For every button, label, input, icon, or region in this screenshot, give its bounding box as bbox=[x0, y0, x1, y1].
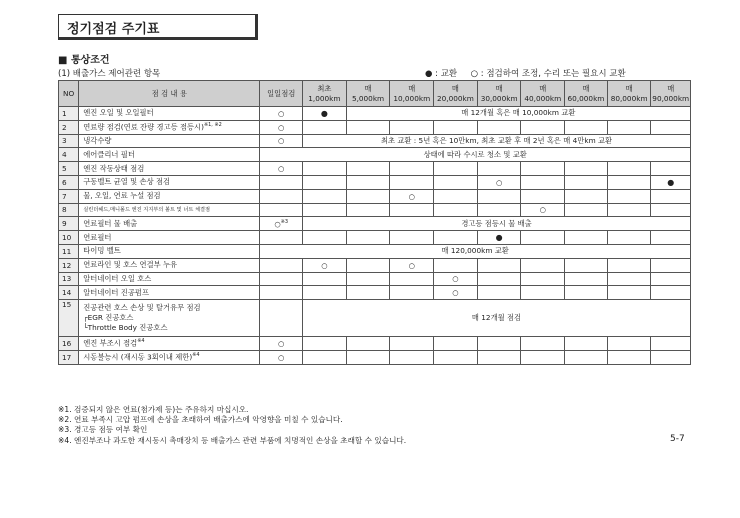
header-30000: 매 30,000km bbox=[477, 81, 521, 107]
maintenance-table bbox=[58, 80, 691, 365]
table-row: 3 냉각수량 ○ 최초 교환 : 5년 혹은 10만km, 최초 교환 후 매 2년 혹은 매 4만km 교환 bbox=[59, 134, 691, 148]
section-heading-text: 통상조건 bbox=[70, 55, 110, 66]
section-heading bbox=[58, 51, 110, 66]
footnote-4: ※4. 엔진부조나 과도한 재시동시 촉매장치 등 배출가스 관련 부품에 치명적인 손상을 초래할 수 있습니다. bbox=[58, 435, 407, 445]
page-number: 5-7 bbox=[670, 434, 685, 444]
header-40000: 매 40,000km bbox=[521, 81, 565, 107]
table-header-row bbox=[59, 81, 691, 107]
header-60000: 매 60,000km bbox=[565, 81, 608, 107]
table-row: 13 알터네이터 오일 호스 ○ bbox=[59, 272, 691, 286]
legend-inspect-text: : 점검하여 조정, 수리 또는 필요시 교환 bbox=[480, 69, 626, 79]
page-title-box bbox=[58, 14, 258, 40]
header-5000: 매 5,000km bbox=[346, 81, 390, 107]
header-90000: 매 90,000km bbox=[651, 81, 691, 107]
table-row: 7 물, 오일, 연료 누설 점검 ○ bbox=[59, 189, 691, 203]
table-row: 9 연료필터 물 배출 ○$^{※3}$ 경고등 점등시 물 배출 bbox=[59, 217, 691, 231]
page-title: 정기점검 주기표 bbox=[67, 22, 160, 37]
footnote-3: ※3. 경고등 점등 여부 확인 bbox=[58, 425, 148, 435]
footnote-1: ※1. 검증되지 않은 연료(첨가제 등)는 주유하지 마십시오. bbox=[58, 405, 249, 414]
header-10000: 매 10,000km bbox=[390, 81, 434, 107]
header-80000: 매 80,000km bbox=[607, 81, 651, 107]
footnote-2: ※2. 연료 부족시 고압 펌프에 손상을 초래하여 배출가스에 악영향을 미칠 수 있습니다. bbox=[58, 415, 343, 425]
table-row: 8 실린더헤드,매니폴드 엔진 지지부의 볼트 및 너트 체결점 ○ bbox=[59, 203, 691, 217]
table-row: 17 시동불능시 (재시동 3회이내 제한)$^{※4}$ ○ bbox=[59, 350, 691, 364]
header-daily: 일일점검 bbox=[260, 81, 303, 107]
table-row: 6 구동벨트 균열 및 손상 점검 ○ ● bbox=[59, 175, 691, 189]
table-row: 16 엔진 부조시 점검$^{※4}$ ○ bbox=[59, 337, 691, 351]
table-row: 14 알터네이터 진공펌프 ○ bbox=[59, 286, 691, 300]
header-no: NO bbox=[59, 81, 79, 107]
footnotes bbox=[58, 405, 406, 446]
table-row: 10 연료필터 ● bbox=[59, 231, 691, 245]
table-row: 4 에어클리너 필터 상태에 따라 수시로 청소 및 교환 bbox=[59, 148, 691, 162]
legend-inspect-icon: ○ bbox=[470, 69, 479, 79]
table-row: 15 진공관련 호스 손상 및 탈거유무 점검 ┌EGR 진공호스 └Throttle Body 진공호스 매 12개월 점검 bbox=[59, 300, 691, 337]
legend bbox=[425, 67, 626, 79]
table-row: 11 타이밍 벨트 매 120,000km 교환 bbox=[59, 244, 691, 258]
table-row: 12 연료라인 및 호스 연결부 누유 ○ ○ bbox=[59, 258, 691, 272]
table-row: 5 엔진 작동상태 점검 ○ bbox=[59, 162, 691, 176]
table-row: 1 엔진 오일 및 오일필터 ○ ● 매 12개월 혹은 매 10,000km 교환 bbox=[59, 107, 691, 121]
section-square-icon: ■ bbox=[58, 55, 68, 66]
header-first: 최초 1,000km bbox=[303, 81, 347, 107]
legend-replace-text: : 교환 bbox=[435, 69, 458, 79]
header-item: 점 검 내 용 bbox=[79, 81, 260, 107]
header-20000: 매 20,000km bbox=[434, 81, 478, 107]
legend-replace-icon: ● bbox=[425, 69, 433, 79]
table-row: 2 연료량 점검(연료 잔량 경고등 점등시)$^{※1, ※2}$ ○ bbox=[59, 120, 691, 134]
subsection-heading: (1) 배출가스 제어관련 항목 bbox=[58, 69, 161, 79]
